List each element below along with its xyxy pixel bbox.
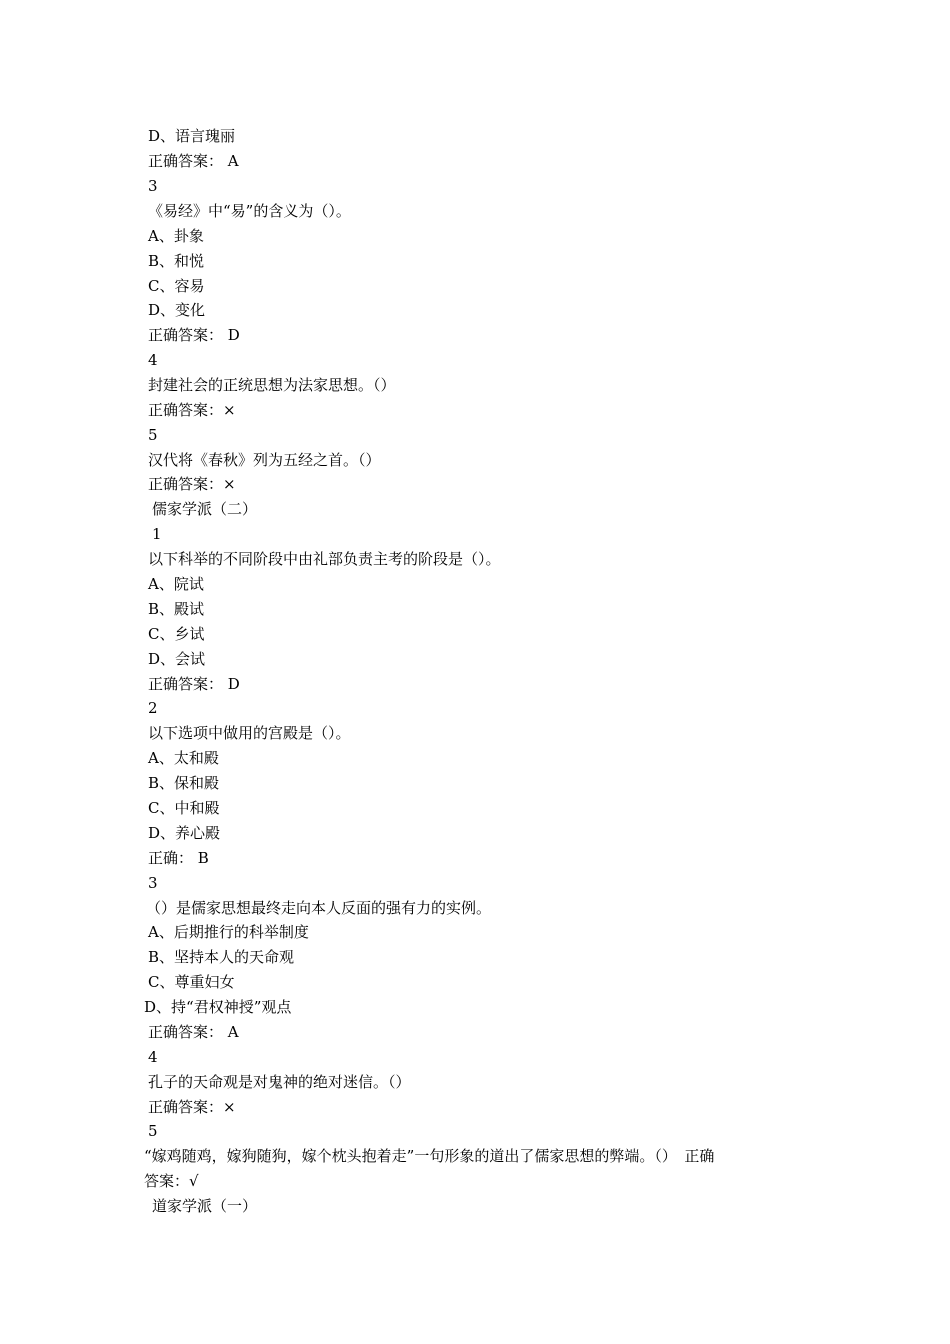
option-c: C、中和殿 bbox=[148, 799, 220, 817]
question-text: （）是儒家思想最终走向本人反面的强有力的实例。 bbox=[146, 899, 492, 917]
section-heading: 儒家学派（二） bbox=[152, 500, 258, 518]
question-number: 5 bbox=[148, 1122, 158, 1140]
question-number: 3 bbox=[148, 874, 158, 892]
question-text: 封建社会的正统思想为法家思想。（） bbox=[148, 376, 396, 394]
option-a: A、太和殿 bbox=[148, 749, 219, 767]
option-d: D、持“君权神授”观点 bbox=[144, 998, 292, 1016]
answer-line: 答案：√ bbox=[144, 1172, 199, 1190]
question-number: 2 bbox=[148, 699, 158, 717]
question-text: 以下科举的不同阶段中由礼部负责主考的阶段是（）。 bbox=[148, 550, 501, 568]
answer-line: 正确答案： D bbox=[148, 326, 240, 344]
question-text: 以下选项中做用的宫殿是（）。 bbox=[148, 724, 351, 742]
question-number: 5 bbox=[148, 426, 158, 444]
answer-line: 正确答案： A bbox=[148, 152, 239, 170]
option-d: D、语言瑰丽 bbox=[148, 127, 236, 145]
question-text: 《易经》中“易”的含义为（）。 bbox=[148, 202, 351, 220]
option-c: C、容易 bbox=[148, 277, 205, 295]
question-number: 3 bbox=[148, 177, 158, 195]
question-text: 汉代将《春秋》列为五经之首。（） bbox=[148, 451, 381, 469]
answer-line: 正确答案：× bbox=[148, 401, 236, 419]
option-c: C、乡试 bbox=[148, 625, 205, 643]
option-d: D、养心殿 bbox=[148, 824, 221, 842]
option-d: D、变化 bbox=[148, 301, 206, 319]
option-b: B、和悦 bbox=[148, 252, 205, 270]
option-b: B、保和殿 bbox=[148, 774, 220, 792]
question-text: 孔子的天命观是对鬼神的绝对迷信。（） bbox=[148, 1073, 411, 1091]
option-a: A、院试 bbox=[148, 575, 204, 593]
section-heading: 道家学派（一） bbox=[152, 1197, 258, 1215]
option-d: D、会试 bbox=[148, 650, 206, 668]
option-a: A、卦象 bbox=[148, 227, 204, 245]
answer-line: 正确答案： A bbox=[148, 1023, 239, 1041]
question-text: “嫁鸡随鸡，嫁狗随狗，嫁个枕头抱着走”一句形象的道出了儒家思想的弊端。（） 正确 bbox=[144, 1147, 715, 1165]
answer-line: 正确： B bbox=[148, 849, 209, 867]
answer-line: 正确答案：× bbox=[148, 475, 236, 493]
option-b: B、坚持本人的天命观 bbox=[148, 948, 295, 966]
answer-line: 正确答案：× bbox=[148, 1098, 236, 1116]
question-number: 4 bbox=[148, 1048, 158, 1066]
option-c: C、尊重妇女 bbox=[148, 973, 235, 991]
question-number: 1 bbox=[152, 525, 162, 543]
answer-line: 正确答案： D bbox=[148, 675, 240, 693]
option-a: A、后期推行的科举制度 bbox=[148, 923, 309, 941]
option-b: B、殿试 bbox=[148, 600, 205, 618]
question-number: 4 bbox=[148, 351, 158, 369]
